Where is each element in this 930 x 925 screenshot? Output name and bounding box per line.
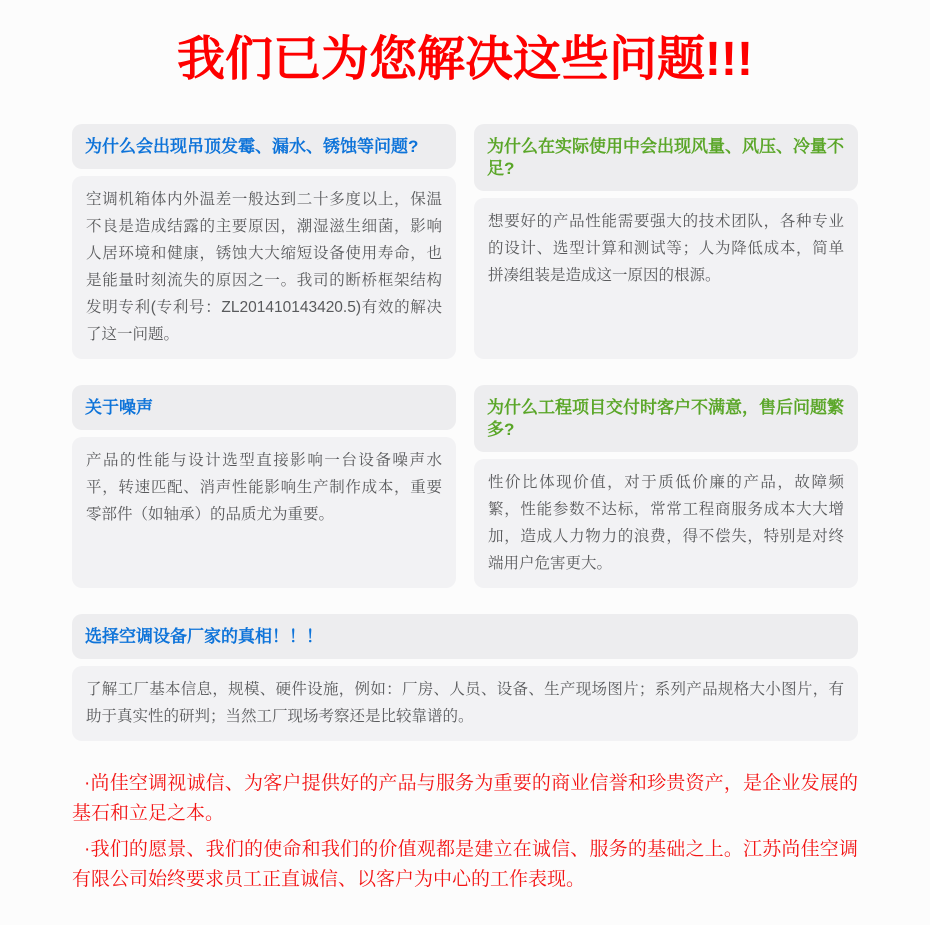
qa-card-body: 性价比体现价值，对于质低价廉的产品，故障频繁，性能参数不达标，常常工程商服务成本大大增加，造成人力物力的浪费，得不偿失，特别是对终端用户危害更大。 <box>474 459 858 588</box>
qa-card-body: 产品的性能与设计选型直接影响一台设备噪声水平，转速匹配、消声性能影响生产制作成本，重要零部件（如轴承）的品质尤为重要。 <box>72 437 456 588</box>
footer-note-integrity: ·尚佳空调视诚信、为客户提供好的产品与服务为重要的商业信誉和珍贵资产，是企业发展的基石和立足之本。 <box>72 773 858 824</box>
qa-card-aftersales <box>474 385 858 588</box>
qa-card-airflow-shortage <box>474 124 858 359</box>
qa-card-mold-leak-rust <box>72 124 456 359</box>
truth-card-body: 了解工厂基本信息，规模、硬件设施，例如：厂房、人员、设备、生产现场图片；系列产品规格大小图片，有助于真实性的研判；当然工厂现场考察还是比较靠谱的。 <box>72 666 858 741</box>
content-area <box>72 124 858 925</box>
qa-card-noise <box>72 385 456 588</box>
qa-card-body: 想要好的产品性能需要强大的技术团队，各种专业的设计、选型计算和测试等；人为降低成本，简单拼凑组装是造成这一原因的根源。 <box>474 198 858 359</box>
truth-card <box>72 614 858 741</box>
footer-notes <box>72 769 858 925</box>
qa-card-title: 关于噪声 <box>72 385 456 430</box>
qa-card-title: 为什么在实际使用中会出现风量、风压、冷量不足? <box>474 124 858 191</box>
qa-card-grid <box>72 124 858 588</box>
footer-note-vision: ·我们的愿景、我们的使命和我们的价值观都是建立在诚信、服务的基础之上。江苏尚佳空调有限公司始终要求员工正直诚信、以客户为中心的工作表现。 <box>72 839 858 890</box>
qa-card-title: 为什么工程项目交付时客户不满意，售后问题繁多? <box>474 385 858 452</box>
qa-card-title: 为什么会出现吊顶发霉、漏水、锈蚀等问题? <box>72 124 456 169</box>
qa-card-body: 空调机箱体内外温差一般达到二十多度以上，保温不良是造成结露的主要原因，潮湿滋生细菌，影响人居环境和健康，锈蚀大大缩短设备使用寿命，也是能量时刻流失的原因之一。我司的断桥框架结构发明专利(专利号：ZL201410143420.5)有效的解决了这一问题。 <box>72 176 456 359</box>
truth-card-title: 选择空调设备厂家的真相！！！ <box>72 614 858 659</box>
page-title: 我们已为您解决这些问题!!! <box>177 33 753 86</box>
